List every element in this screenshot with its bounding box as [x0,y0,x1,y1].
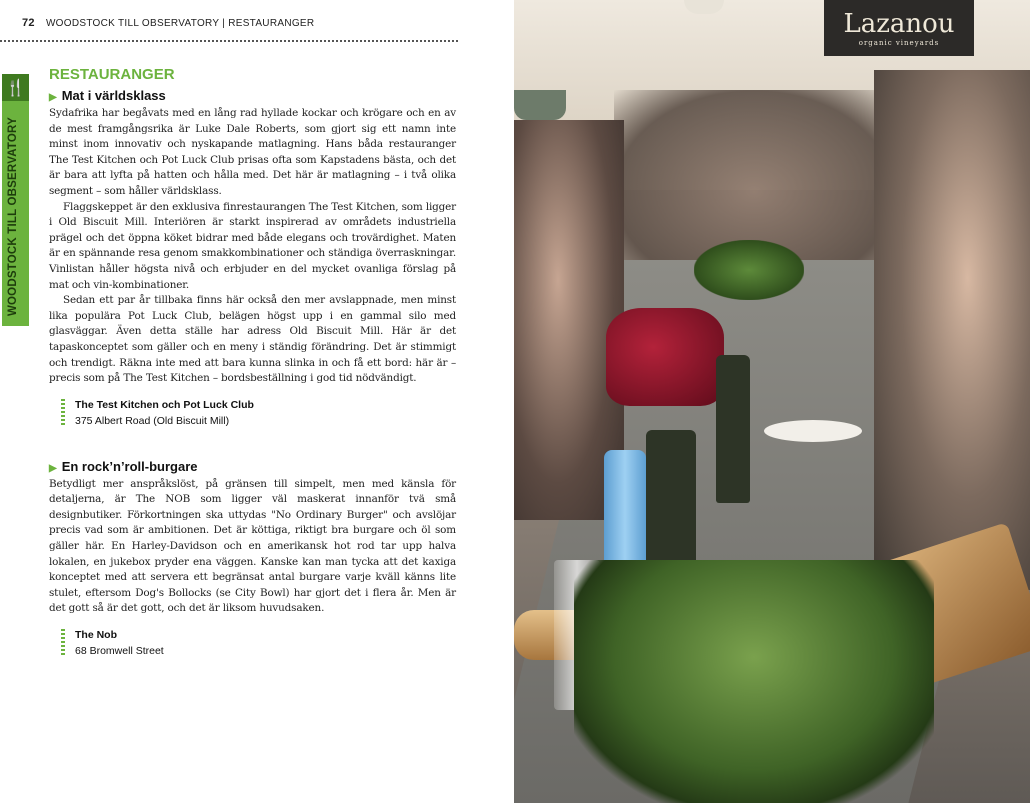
photo-wine-bottle [716,355,750,503]
info-box-test-kitchen [61,397,456,429]
subheading-1 [49,88,456,103]
triangle-bullet-icon: ▶ [49,462,57,474]
photo-sign-text: Lazanou [843,9,955,39]
side-tab-label: WOODSTOCK TILL OBSERVATORY [7,116,19,316]
subheading-2 [49,459,456,474]
info-box-the-nob [61,627,456,659]
paragraph: Flaggskeppet är den exklusiva finrestaurangen The Test Kitchen, som ligger i Old Biscuit Mill. Interiören är starkt inspirerad av områdets industriella prägel och det öppna köket bidrar med både elegans och trovärdighet. Maten är en spännande resa genom smakkombinationer och ständiga överraskningar. Vinlistan håller högsta nivå och erbjuder en del mycket ovanliga förslag på mat och vin-kombinationer. [49,200,456,291]
photo-crowd-right [874,70,1030,590]
photo-crowd-back [614,90,894,260]
paragraph: Betydligt mer anspråkslöst, på gränsen till simpelt, men med känsla för detaljerna, är The NOB som ligger väl maskerat innanför tvä små designbutiker. Förkortningen ska uttydas "No Ordinary Burger" och avslöjar precis vad som är ambitionen. Det är köttiga, riktigt bra burgare och öl som gäller här. En Harley-Davidson och en amerikansk hot rod tar upp halva lokalen, en jukebox pryder ena väggen. Kanske kan man tycka att det kaxiga konceptet med att servera ett begränsat antal burgare varje kväll känns lite stulet, eftersom Dog's Bollocks (se City Bowl) har gjort det i flera år. Men är det gott så är det gott, och det är liksom huvudsaken. [49,477,456,615]
running-title: WOODSTOCK TILL OBSERVATORY | RESTAURANGER [45,18,315,29]
paragraph: Sydafrika har begåvats med en lång rad hyllade kockar och krögare och en av de mest framgångsrika är Luke Dale Roberts, som gjort sig ett namn inte minst inom innovativ och nyskapande matlagning. Hans båda restauranger The Test Kitchen och Pot Luck Club prisas ofta som Kapstadens bästa, och det är bara att lyfta på hatten och hålla med. Det här är matlagning – i två olika segment – som håller världsklass. [49,107,456,197]
article-content [49,66,456,659]
photo-plant [694,240,804,300]
running-header [22,17,314,29]
triangle-bullet-icon: ▶ [49,92,57,103]
section-title: RESTAURANGER [49,66,175,83]
info-name: The Nob [75,629,117,642]
page-number: 72 [22,17,35,29]
photo-plate [764,420,862,442]
left-page [0,0,514,803]
header-divider [0,40,458,42]
photo-water-bottle [604,450,646,568]
info-address: 375 Albert Road (Old Biscuit Mill) [75,414,230,427]
chapter-side-tab [2,74,29,326]
info-name: The Test Kitchen och Pot Luck Club [75,398,254,411]
subheading-2-text: En rock’n’roll-burgare [61,458,198,474]
photo-sign-subtext: organic vineyards [858,39,940,47]
fork-knife-icon: 🍴 [2,74,29,101]
photo-plant-foreground [574,560,934,803]
info-address: 68 Bromwell Street [75,645,164,658]
photo-plant-pot [514,90,566,120]
restaurant-photo [514,0,1030,803]
photo-red-bag [606,308,724,406]
paragraph: Sedan ett par år tillbaka finns här också den mer avslappnade, men minst lika populära Pot Luck Club, belägen högst upp i en gammal silo med glasväggar. Även detta ställe har adress Old Biscuit Mill. Här är det tapaskonceptet som gäller och en meny i ständig förändring. Det är stimmigt och trendigt. Räkna inte med att bara kunna slinka in och få ett bord: här är – precis som på The Test Kitchen – bordsbeställning i god tid nödvändigt. [49,294,456,385]
subheading-1-text: Mat i världsklass [61,88,166,103]
photo-sign [824,0,974,56]
